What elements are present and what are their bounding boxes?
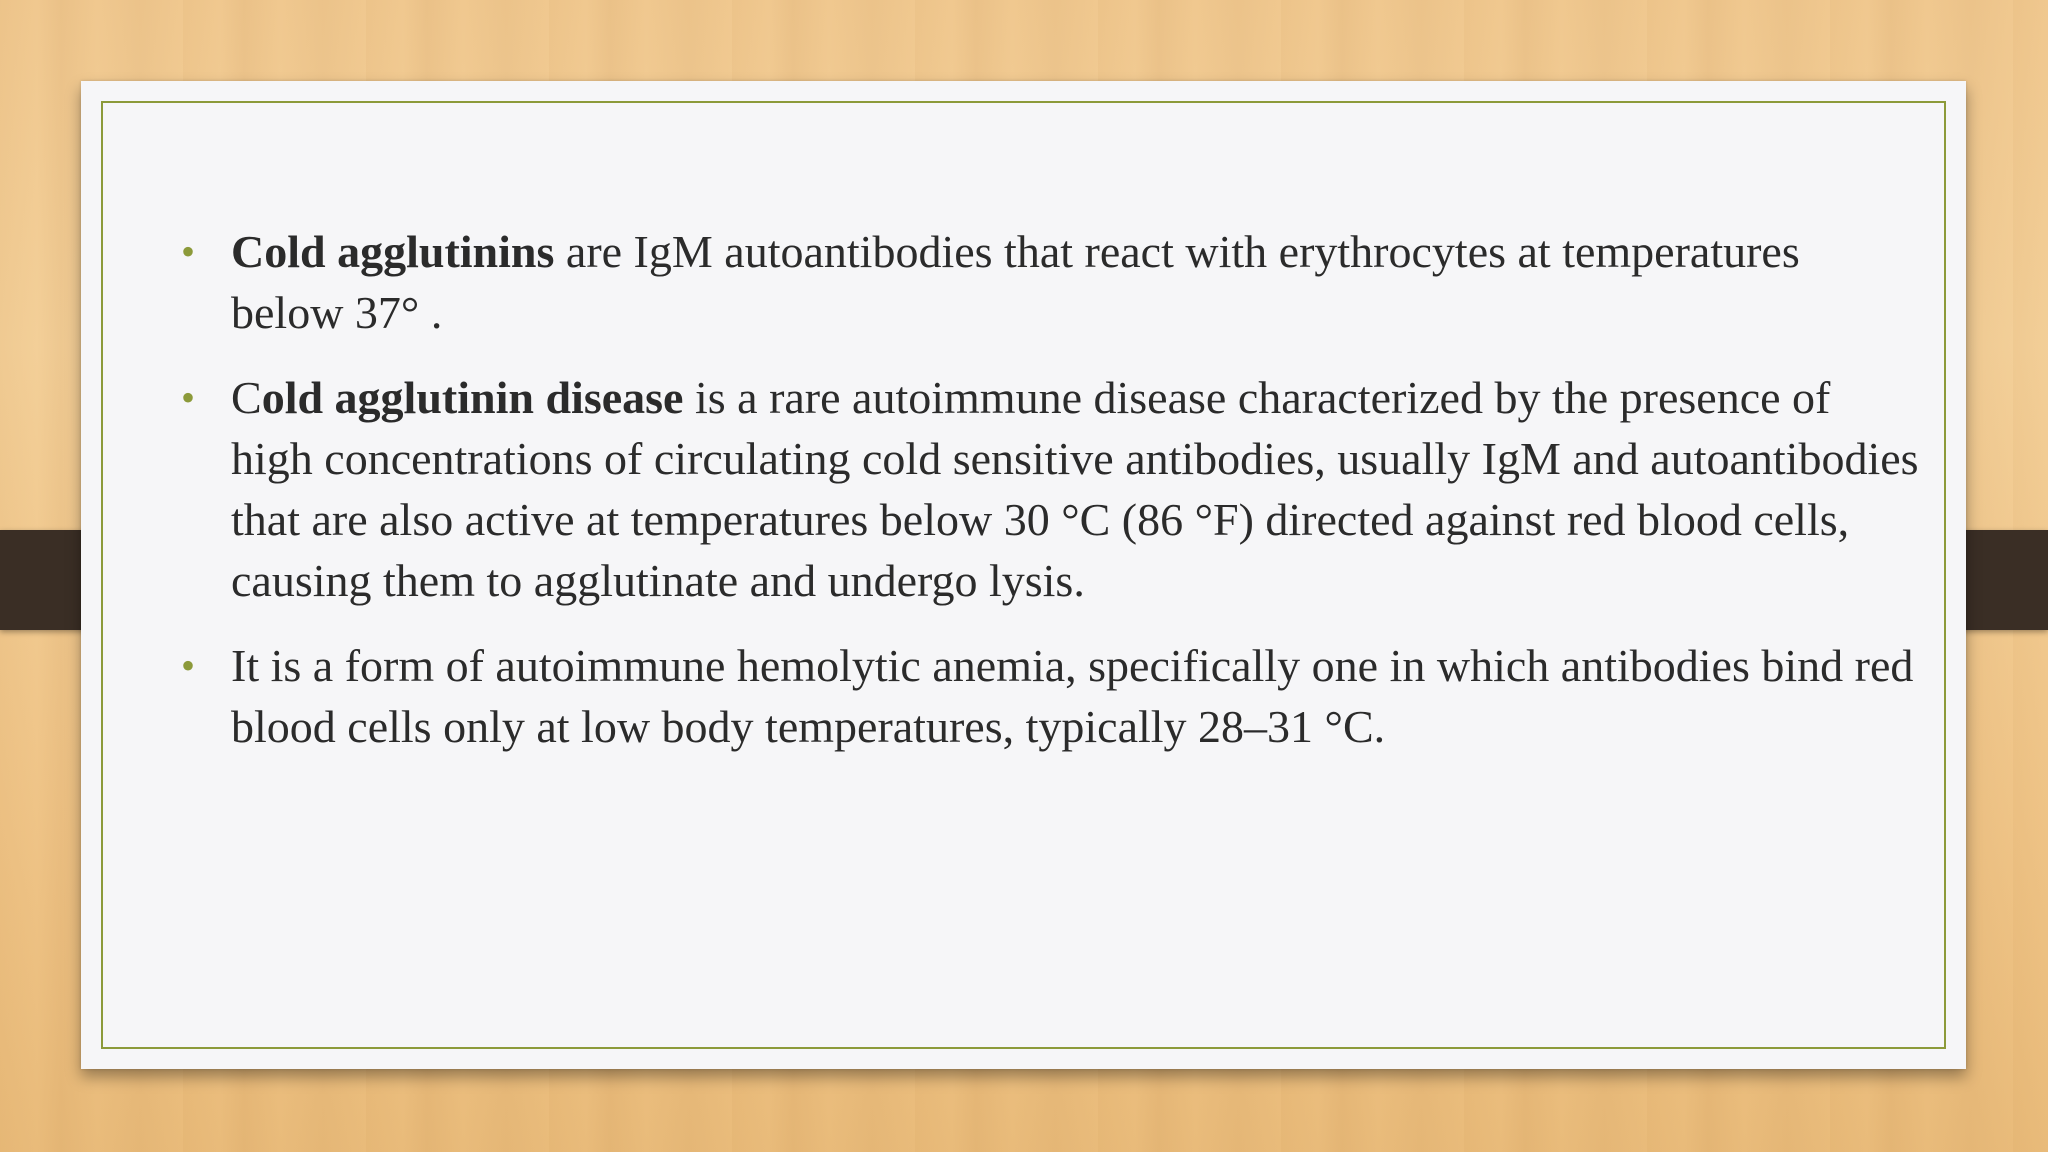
slide [81, 81, 1966, 1069]
bullet-text: is a rare autoimmune disease characterized by the presence of high concentrations of circulating cold sensitive antibodies, usually IgM and autoantibodies that are also active at temperatures below 30 °C (86 °F) directed against red blood cells, causing them to agglutinate and undergo lysis. [231, 372, 1919, 606]
bullet-dot-icon: • [181, 375, 196, 420]
bullet-text: are IgM autoantibodies that react with erythrocytes at temperatures below 37° . [231, 226, 1800, 338]
bullet-bold-term: Cold agglutinins [231, 226, 555, 277]
bullet-item-cold-agglutinins [181, 221, 1921, 343]
bullet-bold-term: old agglutinin disease [261, 372, 684, 423]
bullet-item-cold-agglutinin-disease [181, 367, 1921, 611]
bullet-item-hemolytic-anemia [181, 635, 1921, 757]
slide-content [181, 221, 1921, 781]
bullet-dot-icon: • [181, 229, 196, 274]
bullet-dot-icon: • [181, 643, 196, 688]
bullet-lead-letter: C [231, 372, 262, 423]
bullet-text: It is a form of autoimmune hemolytic anemia, specifically one in which antibodies bind red blood cells only at low body temperatures, typically 28–31 °C. [231, 640, 1914, 752]
